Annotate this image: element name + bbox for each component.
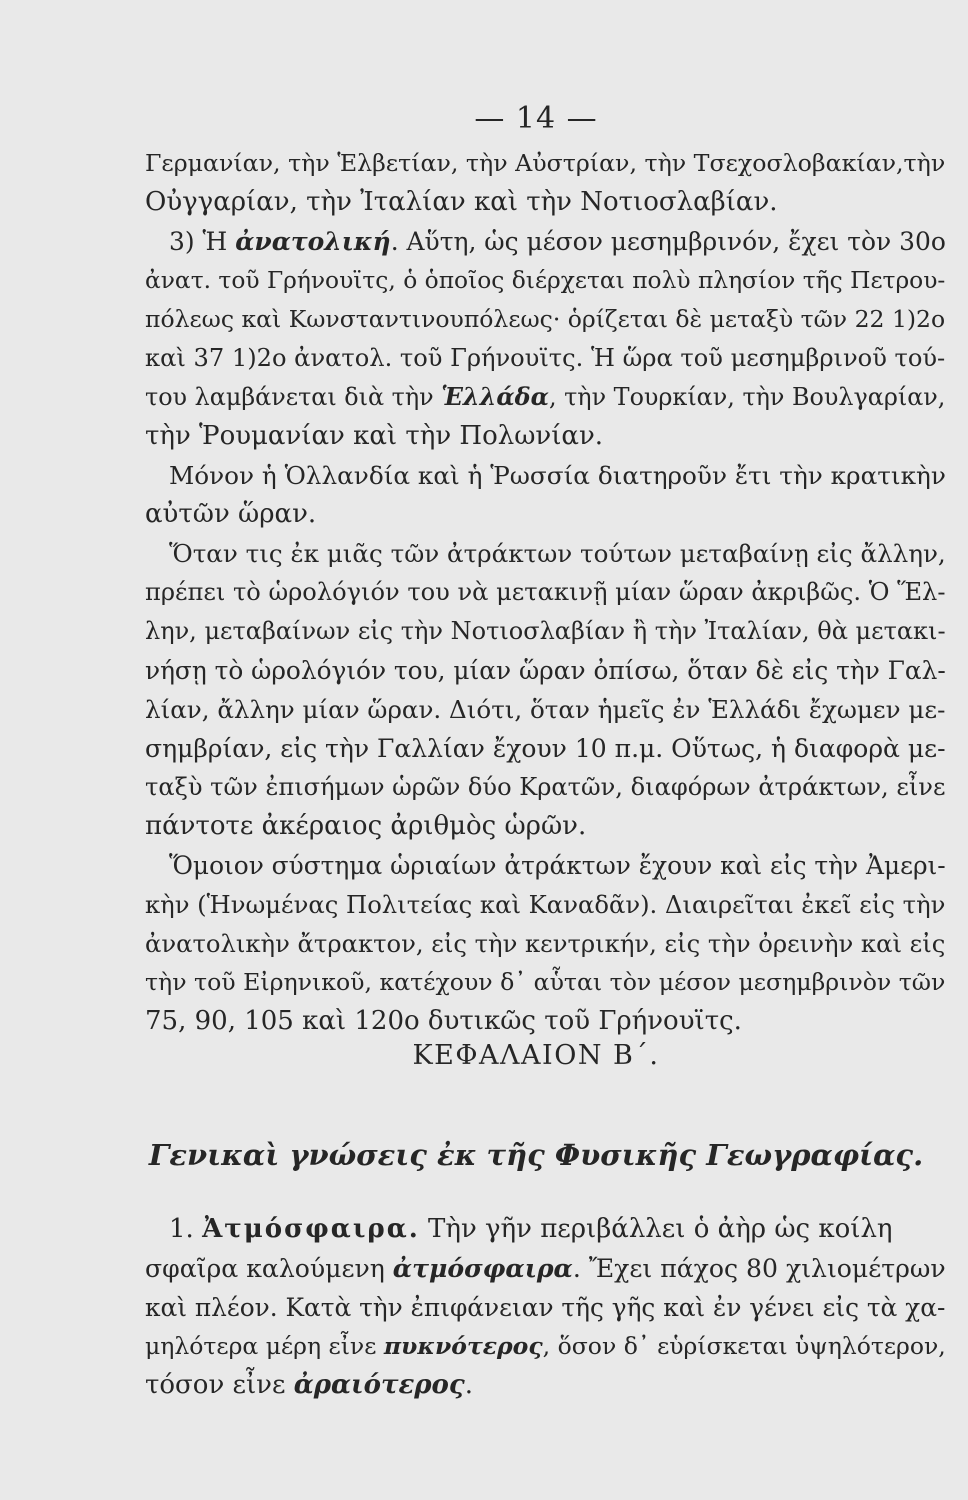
text-line: Γερμανίαν, τὴν Ἑλβετίαν, τὴν Αὐστρίαν, τὴν Τσεχοσλοβακίαν,τὴν <box>145 149 946 177</box>
text-line: Οὐγγαρίαν, τὴν Ἰταλίαν καὶ τὴν Νοτιοσλαβίαν. <box>145 187 778 217</box>
text-line: πόλεως καὶ Κωνσταντινουπόλεως· ὁρίζεται δὲ μεταξὺ τῶν 22 1)2ο <box>145 305 946 333</box>
chapter-subtitle: Γενικαὶ γνώσεις ἐκ τῆς Φυσικῆς Γεωγραφίας. <box>148 1138 924 1172</box>
text-line: πρέπει τὸ ὡρολόγιόν του νὰ μετακινῇ μίαν ὥραν ἀκριβῶς. Ὁ Ἕλ- <box>145 578 946 606</box>
text-line: τόσον εἶνε ἀραιότερος. <box>145 1370 473 1400</box>
text-line: σφαῖρα καλούμενη ἀτμόσφαιρα. Ἔχει πάχος 80 χιλιομέτρων <box>145 1253 946 1283</box>
section-text <box>145 1210 958 1405</box>
text-line: καὶ 37 1)2ο ἀνατολ. τοῦ Γρήνουϊτς. Ἡ ὥρα τοῦ μεσημβρινοῦ τού- <box>145 344 946 372</box>
emphasis-term: Ἑλλάδα <box>441 383 549 411</box>
chapter-heading: ΚΕΦΑΛΑΙΟΝ Β΄. <box>412 1040 660 1071</box>
text-line: ἀνατ. τοῦ Γρήνουϊτς, ὁ ὁποῖος διέρχεται πολὺ πλησίον τῆς Πετρου- <box>145 266 946 294</box>
text-line: τὴν Ῥουμανίαν καὶ τὴν Πολωνίαν. <box>145 421 604 451</box>
section-title: Ἀτμόσφαιρα. <box>202 1214 420 1244</box>
text-line: Ὅμοιον σύστημα ὡριαίων ἀτράκτων ἔχουν καὶ εἰς τὴν Ἀμερι- <box>169 851 946 880</box>
text-line: καὶ πλέον. Κατὰ τὴν ἐπιφάνειαν τῆς γῆς καὶ ἐν γένει εἰς τὰ χα- <box>145 1293 946 1322</box>
text-line: νήσῃ τὸ ὡρολόγιόν του, μίαν ὥραν ὀπίσω, ὅταν δὲ εἰς τὴν Γαλ- <box>145 656 946 685</box>
text-line: ταξὺ τῶν ἐπισήμων ὡρῶν δύο Κρατῶν, διαφόρων ἀτράκτων, εἶνε <box>145 773 946 801</box>
text-line: 1. Ἀτμόσφαιρα. Τὴν γῆν περιβάλλει ὁ ἀὴρ ὡς κοίλη <box>169 1214 893 1244</box>
paragraph <box>145 534 958 846</box>
text-line: κὴν (Ἡνωμένας Πολιτείας καὶ Καναδᾶν). Διαιρεῖται ἐκεῖ εἰς τὴν <box>145 890 946 919</box>
emphasis-term: πυκνότερος <box>383 1332 543 1360</box>
text-line: 3) Ἡ ἀνατολική. Αὕτη, ὡς μέσον μεσημβρινόν, ἔχει τὸν 30ο <box>169 227 946 256</box>
text-line: 75, 90, 105 καὶ 120ο δυτικῶς τοῦ Γρήνουϊτς. <box>145 1006 742 1036</box>
emphasis-term: ἀτμόσφαιρα <box>392 1253 573 1283</box>
text-line: αὐτῶν ὥραν. <box>145 499 317 529</box>
text-line: ἀνατολικὴν ἄτρακτον, εἰς τὴν κεντρικήν, εἰς τὴν ὀρεινὴν καὶ εἰς <box>145 929 946 958</box>
text-line: πάντοτε ἀκέραιος ἀριθμὸς ὡρῶν. <box>145 811 587 841</box>
text-line: λίαν, ἄλλην μίαν ὥραν. Διότι, ὅταν ἡμεῖς ἐν Ἑλλάδι ἔχωμεν με- <box>145 695 946 724</box>
paragraph <box>145 144 958 222</box>
emphasis-term: ἀραιότερος <box>293 1370 465 1400</box>
paragraph <box>145 222 958 456</box>
text-line: Ὅταν τις ἐκ μιᾶς τῶν ἀτράκτων τούτων μεταβαίνῃ εἰς ἄλλην, <box>169 539 946 568</box>
paragraph <box>145 846 958 1041</box>
text-line: λην, μεταβαίνων εἰς τὴν Νοτιοσλαβίαν ἢ τὴν Ἰταλίαν, θὰ μετακι- <box>145 617 946 645</box>
text-line: σημβρίαν, εἰς τὴν Γαλλίαν ἔχουν 10 π.μ. Οὕτως, ἡ διαφορὰ με- <box>145 734 946 763</box>
emphasis-term: ἀνατολική <box>235 227 391 256</box>
text-line: μηλότερα μέρη εἶνε πυκνότερος, ὅσον δ᾽ εὑρίσκεται ὑψηλότερον, <box>145 1332 946 1360</box>
page-number: — 14 — <box>474 101 598 136</box>
text-line: τὴν τοῦ Εἰρηνικοῦ, κατέχουν δ᾽ αὗται τὸν μέσον μεσημβρινὸν τῶν <box>145 968 946 996</box>
text-line: του λαμβάνεται διὰ τὴν Ἑλλάδα, τὴν Τουρκίαν, τὴν Βουλγαρίαν, <box>145 383 946 411</box>
body-text <box>145 144 958 1041</box>
text-line: Μόνον ἡ Ὁλλανδία καὶ ἡ Ῥωσσία διατηροῦν ἔτι τὴν κρατικὴν <box>169 461 946 490</box>
paragraph <box>145 456 958 534</box>
